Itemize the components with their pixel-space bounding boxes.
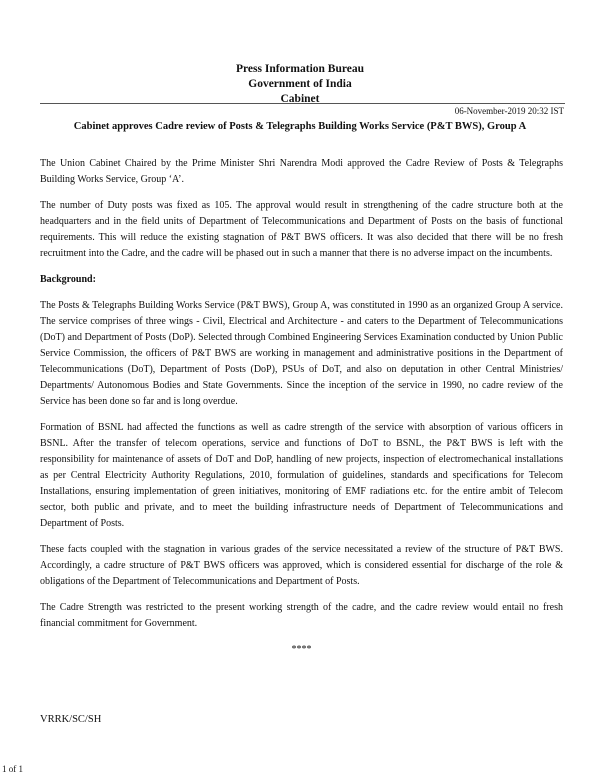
release-datetime: 06-November-2019 20:32 IST	[454, 106, 564, 116]
issuer-name: Press Information Bureau	[236, 63, 364, 75]
document-header	[0, 62, 600, 107]
paragraph-stagnation: These facts coupled with the stagnation in various grades of the service necessitated a review of the structure of P&T BWS. Accordingly, a cadre structure of P&T BWS officers was approved, which is considered essential for discharge of the role & obligations of the Department of Telecommunications and Department of Posts.	[40, 544, 563, 587]
paragraph-approval: The Union Cabinet Chaired by the Prime Minister Shri Narendra Modi approved the Cadre Review of Posts & Telegraphs Building Works Service, Group ‘A’.	[40, 158, 563, 185]
press-release-title: Cabinet approves Cadre review of Posts & Telegraphs Building Works Service (P&T BWS), Group A	[73, 121, 527, 132]
government-name: Government of India	[248, 78, 352, 90]
paragraph-duty-posts: The number of Duty posts was fixed as 105. The approval would result in strengthening of the cadre structure both at the headquarters and in the field units of Department of Telecommunications and Department of Posts on the basis of functional requirements. This will reduce the existing stagnation of P&T BWS officers. It was also decided that there will be no fresh recruitment into the Cadre, and the cadre will be phased out in such a manner that there is no adverse impact on the incumbents.	[40, 200, 563, 259]
paragraph-background: The Posts & Telegraphs Building Works Service (P&T BWS), Group A, was constituted in 1990 as an organized Group A service. The service comprises of three wings - Civil, Electrical and Architecture - and caters to the Department of Telecommunications (DoT) and Department of Posts (DoP). Selected through Combined Engineering Services Examination conducted by Union Public Service Commission, the officers of P&T BWS are working in management and administrative positions in the Department of Telecommunications (DoT), Department of Posts (DoP), PSUs of DoT, and also on deputation in other Central Ministries/ Departments/ Autonomous Bodies and State Governments. Since the inception of the service in 1990, no cadre review of the Service has been done so far and is long overdue.	[40, 300, 563, 407]
header-divider	[40, 103, 565, 104]
end-marker: ****	[291, 644, 312, 655]
page-number: 1 of 1	[2, 764, 23, 774]
paragraph-cadre-strength: The Cadre Strength was restricted to the present working strength of the cadre, and the cadre review would entail no fresh financial commitment for Government.	[40, 602, 563, 629]
reference-initials: VRRK/SC/SH	[40, 714, 102, 725]
section-heading-background: Background:	[40, 274, 96, 285]
paragraph-bsnl: Formation of BSNL had affected the functions as well as cadre strength of the service with absorption of various officers in BSNL. After the transfer of telecom operations, service and functions of DoT to BSNL, the P&T BWS is left with the responsibility for maintenance of assets of DoT and DoP, handling of new projects, inspection of electromechanical installations as per Central Electricity Authority Regulations, 2010, formulation of guidelines, standards and specifications for Telecom Installations, ensuring implementation of green initiatives, monitoring of EMF radiations etc. for the entire ambit of Telecom sector, both public and private, and to meet the building infrastructure needs of Department of Telecommunications and Department of Posts.	[40, 422, 563, 529]
ministry-name: Cabinet	[280, 93, 320, 105]
press-release-body	[40, 156, 563, 668]
